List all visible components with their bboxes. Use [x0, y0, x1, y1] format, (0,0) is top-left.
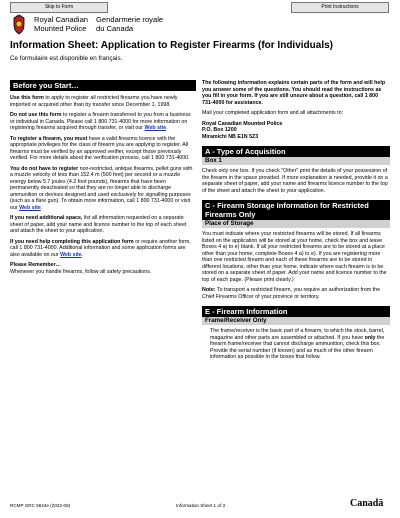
web-site-link[interactable]: Web site	[144, 125, 167, 131]
box-1-label: Box 1	[202, 157, 390, 165]
section-heading: Before you Start…	[10, 80, 196, 91]
section-a-heading: A - Type of Acquisition	[202, 146, 390, 157]
intro-text: The following information explains certain parts of the form and will help you answer some of the questions. You should read the instructions as you fill in your form. If you are still unsure about a question, call 1 800 731-4000 for assistance.	[202, 80, 386, 106]
section-c-text: You must indicate where your restricted firearms will be stored. If all firearms listed on the application will be stored at your home, check the box and leave Boxes 4 a) to e) blank. If all your restricted firearms are to be stored at a place other than your home, complete Boxes 4 a) to e). If you are registering more than one restricted firearm and each of these firearms are to be stored in different locations, other than your home, indicate where each firearm is to be stored on a separate sheet of paper. Add your name and licence number to the top of each page. (Please print clearly.)	[202, 231, 387, 283]
paragraph: To register a firearm, you must have a valid firearms licence with the appropriate privileges for the class of firearm you are applying to register. All firearms must be verified by an approved verifier, except those previously verified. For more details about the verification process, call 1 800 731-4000.	[10, 135, 190, 161]
web-site-link[interactable]: Web site	[19, 204, 41, 211]
page-header	[10, 14, 390, 36]
page-number: Information Sheet 1 of 3	[176, 503, 226, 508]
paragraph: If you need additional space, list all information requested on a separate sheet of paper, add your name and licence number to the top of each sheet and attach the sheet to your application.	[10, 215, 187, 234]
section-a-text: Check only one box. If you check "Other" print the details of your possession of the firearm in the space provided. If more explanation is needed, provide it on a separate sheet of paper, add your name and firearms licence number to the top of the sheet and attach the sheet to your application.	[202, 168, 388, 194]
paragraph: Use this form to apply to register all restricted firearms you have newly imported or acquired other than by transfer since December 1, 1998.	[10, 95, 178, 108]
french-availability-note: Ce formulaire est disponible en français.	[10, 55, 123, 62]
form-number: RCMP GRC 5624e (2022-09)	[10, 503, 71, 508]
mailing-address: Royal Canadian Mounted Police P.O. Box 1200 Miramichi NB E1N 5Z3	[202, 120, 283, 140]
section-e-text: The frame/receiver is the basic part of a firearm, to which the stock, barrel, magazine and other parts are assembled or attached. If you have only the firearm frame/receiver that cannot discharge ammunition, check this box. Provide the serial number (if known) and as much of the other firearm information as possible in the boxes that follow.	[210, 328, 385, 360]
instructions-column	[202, 80, 390, 365]
before-you-start-section	[10, 80, 196, 279]
place-of-storage-label: Place of Storage	[202, 220, 390, 228]
section-c-heading: C - Firearm Storage Information for Restricted Firearms Only	[202, 200, 390, 220]
web-site-link[interactable]: Web site	[60, 251, 82, 258]
section-e-heading: E - Firearm Information	[202, 306, 390, 317]
org-name-french: Gendarmerie royale du Canada	[96, 15, 164, 33]
page-title: Information Sheet: Application to Register Firearms (for Individuals)	[10, 40, 333, 51]
frame-receiver-label: Frame/Receiver Only	[202, 317, 390, 325]
mail-instruction: Mail your completed application form and all attachments to:	[202, 110, 344, 116]
skip-to-form-button[interactable]: Skip to Form	[10, 2, 108, 13]
paragraph: You do not have to register non-restricted, antique firearms, pellet guns with a muzzle velocity of less than 152.4 m (500 feet) per second or a muzzle energy below 5.7 joules (4.2 foot pounds), firearms that have been permanently deactivated so that they are no longer able to discharge ammunition or devices designed and used exclusively for signalling purposes (such as a flare gun). To obtain more information, call 1 800 731-4000 or visit our Web site.	[10, 165, 193, 211]
print-instructions-button[interactable]: Print Instructions	[291, 2, 389, 13]
paragraph: Please Remember… Whenever you handle firearms, follow all safety precautions.	[10, 262, 152, 275]
org-name-english: Royal Canadian Mounted Police	[34, 15, 89, 33]
canada-wordmark: Canadā	[350, 498, 384, 509]
paragraph: Do not use this form to register a firearm transferred to you from a business or individual in Canada. Please call 1 800 731-4000 for more information on registering firearms acquired through transfer, or visit our Web site.	[10, 112, 191, 131]
transport-note: Note: To transport a restricted firearm, you require an authorization from the Chief Firearms Officer of your province or territory.	[202, 287, 381, 300]
paragraph: If you need help completing this application form or require another form, call 1 800 731-4000. Additional information and some application forms are also available on our Web site.	[10, 238, 191, 258]
rcmp-crest-icon	[10, 14, 28, 35]
